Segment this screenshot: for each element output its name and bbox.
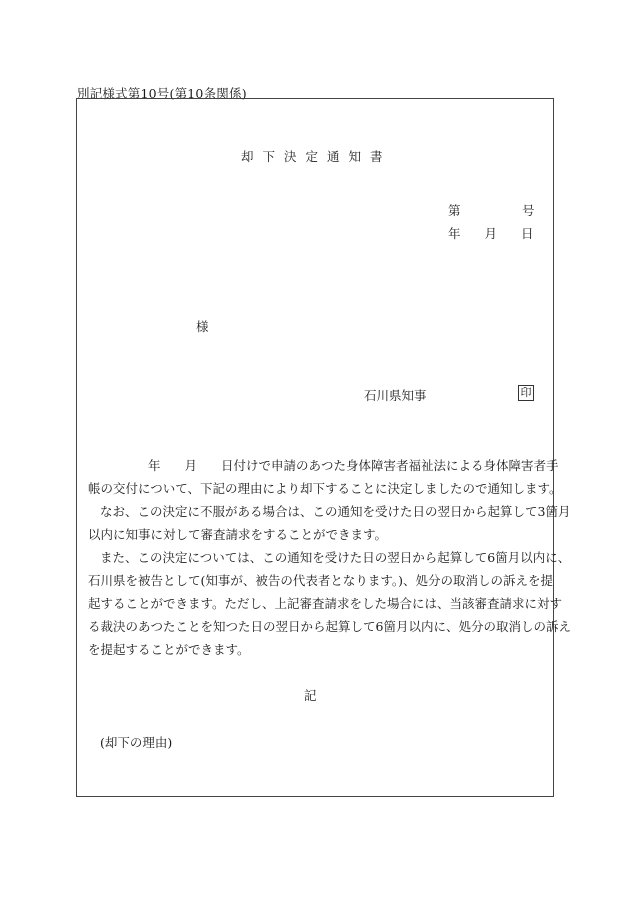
ki-heading: 記	[304, 688, 317, 703]
reason-label: (却下の理由)	[100, 735, 173, 750]
notice-body	[88, 454, 571, 661]
addressee-suffix: 様	[196, 319, 209, 334]
document-title: 却下決定通知書	[241, 149, 392, 164]
date-month: 月	[484, 226, 498, 241]
body-line-7: 起することができます。ただし、上記審査請求をした場合には、当該審査請求に対す	[88, 596, 563, 611]
number-suffix: 号	[522, 203, 535, 218]
body-year: 年	[148, 458, 161, 473]
form-label: 別記様式第10号(第10条関係)	[77, 86, 247, 101]
date-year: 年	[448, 226, 461, 241]
date-day: 日	[521, 226, 534, 241]
body-line-1	[88, 454, 559, 477]
body-line-2: 帳の交付について、下記の理由により却下することに決定しましたので通知します。	[88, 481, 562, 496]
date-line	[448, 224, 534, 242]
body-month: 月	[184, 458, 198, 473]
body-line-4: 以内に知事に対して審査請求をすることができます。	[88, 527, 388, 542]
body-line-9: を提起することができます。	[88, 642, 250, 657]
body-line-8: る裁決のあつたことを知つた日の翌日から起算して6箇月以内に、処分の取消しの訴え	[88, 619, 571, 634]
body-line-5: また、この決定については、この通知を受けた日の翌日から起算して6箇月以内に、	[100, 550, 571, 565]
body-line-3: なお、この決定に不服がある場合は、この通知を受けた日の翌日から起算して3箇月	[100, 504, 571, 519]
seal-mark: 印	[518, 385, 534, 401]
sender-name: 石川県知事	[364, 388, 427, 403]
number-prefix: 第	[448, 203, 461, 218]
body-line-6: 石川県を被告として(知事が、被告の代表者となります。)、処分の取消しの訴えを提	[88, 573, 554, 588]
body-line-1-rest: 日付けで申請のあつた身体障害者福祉法による身体障害者手	[221, 458, 559, 473]
